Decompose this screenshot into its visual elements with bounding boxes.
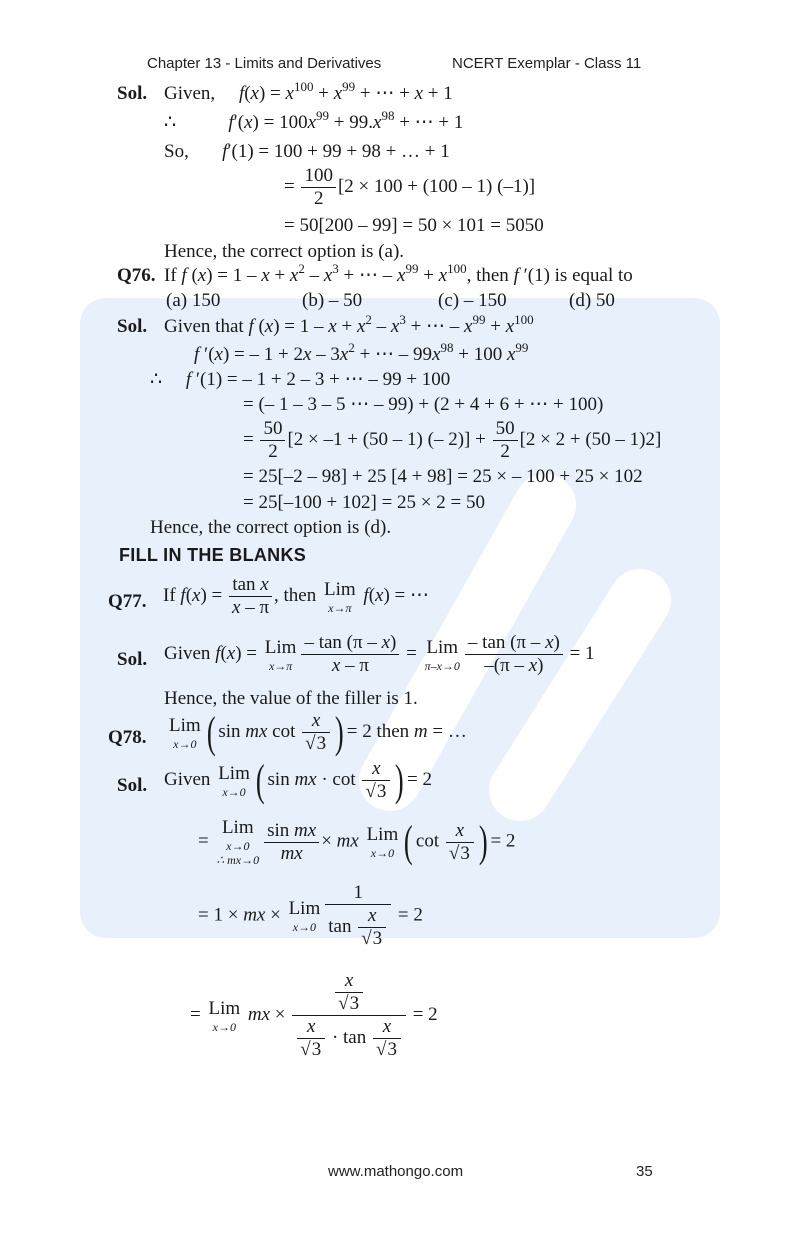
section-heading: FILL IN THE BLANKS [119,545,307,565]
q75-derivative-line: ∴ $f'(x) = 100x^{99} + 99.x^{98}$ + ⋯ + 1 [164,108,464,133]
sol-label: Sol. [117,83,148,104]
q78-question: Lim x→0 ( sin mx cot $\frac{x}{√3}$ ) = 2 then m = … [169,707,467,757]
q78-sol-given: Given Lim x→0 ( sin mx · cot $\frac{x}{√3}$ ) = 2 [164,755,432,805]
q77-conclusion: Hence, the value of the filler is 1. [164,688,418,709]
q78-label: Q78. [108,727,147,748]
q77-question: If f(x) = $\frac{\text{tan x}}{x - \pi}$ , then Lim x→π f(x) = ⋯ [163,574,430,618]
q76-sol-derivative: f ′(x) = – $1 + 2x - 3x^2$ + ⋯ – $99x^{98} + 100$ $x^{99}$ [194,340,529,365]
q76-sol-step: = 25[–2 – 98] + 25 [4 + 98] = 25 × – 100 + 25 × 102 [243,466,643,487]
q77-sol-line: Given f(x) = Lim x→π $\frac{- \tan (\pi - x)}{x - \pi}$ = Lim π–x→0 $\frac{- \tan (\pi - x)}{-(\pi - x)}$ = 1 [164,632,595,676]
sol-label: Sol. [117,316,148,337]
q76-option-b: (b) – 50 [302,290,363,311]
given-word: Given, [164,83,216,104]
q76-question: If f $(x) = 1 - x + x^2 - x^3$ + ⋯ – $x^{99} + x^{100}$, then f ′(1) is equal to [164,261,633,286]
q75-sum-line: = $\frac{100}{2}$ [2 × 100 + (100 – 1) (–1)] [284,165,536,209]
q75-result-line: = 50[200 – 99] = 50 × 101 = 5050 [284,215,544,236]
sol-label: Sol. [117,775,148,796]
q76-sol-result: = 25[–100 + 102] = 25 × 2 = 50 [243,492,485,513]
q76-option-d: (d) 50 [569,290,615,311]
book-header: NCERT Exemplar - Class 11 [452,55,642,72]
q75-given-line: Given, $f(x) = x^{100} + x^{99}$ + ⋯ + x + 1 [164,79,453,104]
so-word: So, [164,141,189,162]
q75-so-line: So, f′(1) = 100 + 99 + 98 + … + 1 [164,141,450,162]
q78-sol-step1: = Lim x→0 ∴ mx→0 $\frac{\text{sin mx}}{mx}$ × mx Lim x→0 ( cot $\frac{x}{√3}$ ) = 2 [198,817,516,867]
sol-label: Sol. [117,649,148,670]
q78-sol-step3: = Lim x→0 mx × $\frac{x}{√3}$ $\frac{x}{√3}$ · tan $\frac{x}{√3}$ = 2 [190,970,438,1060]
page-number: 35 [636,1163,653,1180]
q76-label: Q76. [117,265,156,286]
q76-option-c: (c) – 150 [438,290,507,311]
q76-sol-grouping: = (– 1 – 3 – 5 ⋯ – 99) + (2 + 4 + 6 + ⋯ + 100) [243,394,604,415]
q76-sol-at-one: ∴ f ′(1) = – 1 + 2 – 3 + ⋯ – 99 + 100 [150,369,451,390]
q76-conclusion: Hence, the correct option is (d). [150,517,392,538]
therefore-symbol: ∴ [164,112,177,133]
q78-sol-step2: = 1 × mx × Lim x→0 1 tan $\frac{x}{√3}$ = 2 [198,882,423,949]
footer-site: www.mathongo.com [328,1163,464,1180]
q77-label: Q77. [108,591,147,612]
q76-sol-given: Given that f $(x) = 1 - x + x^2 - x^3$ + ⋯ – $x^{99} + x^{100}$ [164,312,534,337]
q76-sol-ap-sum: = $\frac{50}{2}$ [2 × –1 + (50 – 1) (– 2)] + $\frac{50}{2}$ [2 × 2 + (50 – 1)2] [243,418,662,462]
q75-conclusion: Hence, the correct option is (a). [164,241,405,262]
chapter-header: Chapter 13 - Limits and Derivatives [147,55,382,72]
q76-option-a: (a) 150 [166,290,221,311]
